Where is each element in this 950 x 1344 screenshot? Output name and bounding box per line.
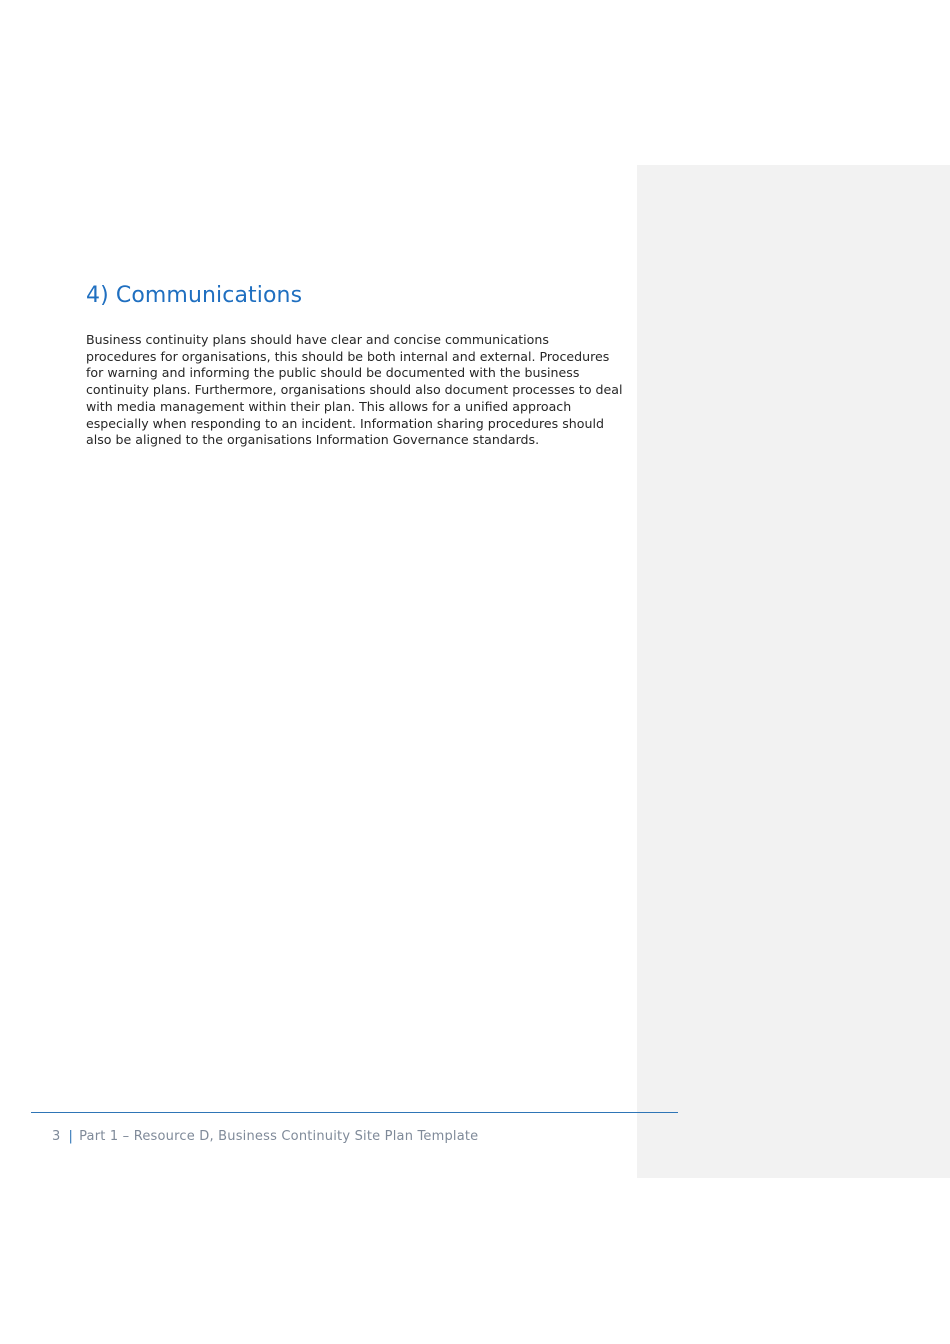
page-footer <box>52 1129 478 1144</box>
paragraph-line: continuity plans. Furthermore, organisations should also document processes to deal <box>86 382 623 398</box>
footer-separator: | <box>68 1129 74 1144</box>
paragraph-line: Business continuity plans should have clear and concise communications <box>86 332 549 347</box>
paragraph-line: for warning and informing the public should be documented with the business <box>86 365 580 381</box>
comment-margin-pane <box>637 165 950 1178</box>
section-heading: 4) Communications <box>86 283 303 308</box>
section-paragraph <box>86 332 634 449</box>
page-number: 3 <box>52 1129 61 1144</box>
paragraph-line: also be aligned to the organisations Information Governance standards. <box>86 432 540 448</box>
paragraph-line: with media management within their plan. This allows for a unified approach <box>86 398 572 414</box>
paragraph-line: especially when responding to an incident. Information sharing procedures should <box>86 415 604 431</box>
footer-divider <box>31 1112 678 1113</box>
paragraph-line: procedures for organisations, this should be both internal and external. Procedures <box>86 348 610 364</box>
document-title: Part 1 – Resource D, Business Continuity Site Plan Template <box>79 1129 479 1144</box>
